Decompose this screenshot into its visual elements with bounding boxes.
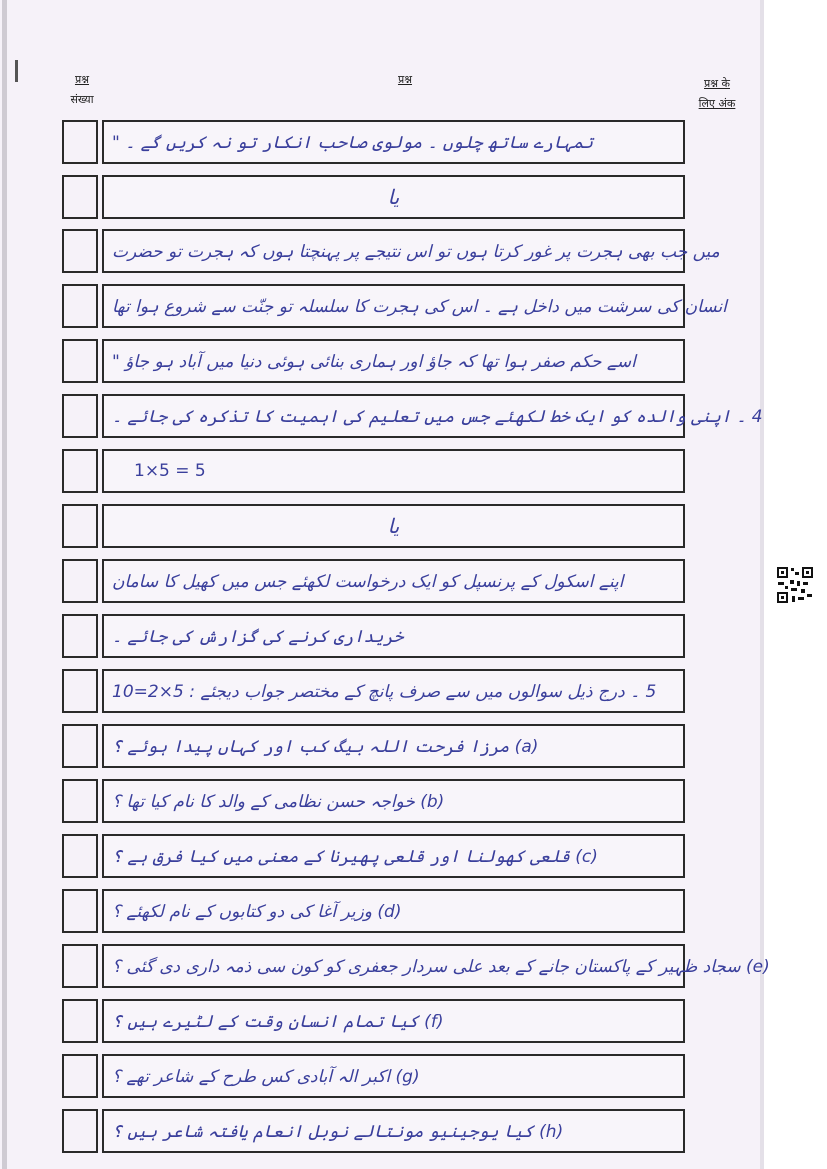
answer-row: [0, 339, 700, 383]
question-number-box: [62, 284, 98, 328]
question-number-box: [62, 889, 98, 933]
answer-box: [102, 999, 685, 1043]
answer-box: [102, 339, 685, 383]
handwritten-line: انسان کی سرشت میں داخل ہے ۔ اس کی ہجرت کا سلسلہ تو جنّت سے شروع ہوا تھا: [112, 296, 727, 317]
handwritten-line: تمہارے ساتھ چلوں ۔ مولوی صاحب انکار تو نہ کریں گے ۔ ": [112, 132, 594, 153]
handwritten-line: (f) کیا تمام انسان وقت کے لٹیرے ہیں ؟: [112, 1011, 444, 1032]
answer-row: [0, 944, 770, 988]
answer-box: [102, 944, 770, 988]
question-number-box: [62, 229, 98, 273]
handwritten-line: (b) خواجہ حسن نظامی کے والد کا نام کیا تھا ؟: [112, 791, 445, 812]
header-question-number-line1: प्रश्न: [74, 73, 90, 86]
answer-row: [0, 614, 700, 658]
answer-row: [0, 779, 700, 823]
handwritten-line: اسے حکم صفر ہوا تھا کہ جاؤ اور ہماری بنائی ہوئی دنیا میں آباد ہو جاؤ ": [112, 351, 636, 372]
handwritten-line: خریداری کرنے کی گزارش کی جائے ۔: [112, 626, 404, 647]
answer-box: [102, 724, 685, 768]
answer-box: [102, 889, 685, 933]
answer-box: [102, 504, 685, 548]
header-question-number-line2: संख्या: [70, 93, 94, 106]
handwritten-line: یا: [387, 514, 400, 538]
answer-box: [102, 449, 685, 493]
question-number-box: [62, 614, 98, 658]
answer-row: [0, 175, 700, 219]
answer-box: [102, 1109, 685, 1153]
question-number-box: [62, 834, 98, 878]
answer-box: [102, 120, 685, 164]
answer-box: [102, 834, 685, 878]
answer-row: [0, 999, 700, 1043]
answer-row: [0, 120, 700, 164]
handwritten-line: 5 ۔ درج ذیل سوالوں میں سے صرف پانچ کے مختصر جواب دیجئے : 5×2=10: [112, 681, 657, 702]
answer-box: [102, 779, 685, 823]
question-number-box: [62, 394, 98, 438]
answer-box: [102, 1054, 685, 1098]
header-question: प्रश्न: [397, 73, 413, 86]
answer-box: [102, 394, 763, 438]
question-number-box: [62, 999, 98, 1043]
handwritten-line: (h) کیا یوجینیو مونتالے نوبل انعام یافتہ شاعر ہیں ؟: [112, 1121, 564, 1142]
answer-box: [102, 175, 685, 219]
answer-row: [0, 559, 700, 603]
question-number-box: [62, 339, 98, 383]
handwritten-line: میں جب بھی ہجرت پر غور کرتا ہوں تو اس نتیجے پر پہنچتا ہوں کہ ہجرت تو حضرت: [112, 241, 720, 262]
handwritten-line: 4 ۔ اپنی والدہ کو ایک خط لکھئے جس میں تعلیم کی اہمیت کا تذکرہ کی جائے ۔: [112, 406, 763, 427]
answer-box: [102, 614, 685, 658]
answer-row: [0, 834, 700, 878]
question-number-box: [62, 944, 98, 988]
question-number-box: [62, 724, 98, 768]
answer-row: [0, 449, 700, 493]
handwritten-line: 1×5 = 5: [134, 461, 206, 481]
question-number-box: [62, 559, 98, 603]
qr-code-icon: [776, 566, 814, 604]
answer-row: [0, 724, 700, 768]
question-number-box: [62, 175, 98, 219]
question-number-box: [62, 120, 98, 164]
question-number-box: [62, 449, 98, 493]
answer-row: [0, 889, 700, 933]
answer-box: [102, 669, 685, 713]
handwritten-line: یا: [387, 185, 400, 209]
handwritten-line: (a) مرزا فرحت اللہ بیگ کب اور کہاں پیدا ہوئے ؟: [112, 736, 539, 757]
handwritten-line: (c) قلعی کھولنا اور قلعی پھیرنا کے معنی میں کیا فرق ہے ؟: [112, 846, 598, 867]
header-marks-line1: प्रश्न के: [704, 77, 730, 90]
header-marks: [690, 76, 744, 112]
question-number-box: [62, 1109, 98, 1153]
answer-box: [102, 559, 685, 603]
answer-box: [102, 284, 727, 328]
answer-row: [0, 229, 720, 273]
question-number-box: [62, 504, 98, 548]
header-question-number: [56, 72, 108, 108]
answer-row: [0, 1109, 700, 1153]
handwritten-line: (e) سجاد ظہیر کے پاکستان جانے کے بعد علی سردار جعفری کو کون سی ذمہ داری دی گئی ؟: [112, 956, 770, 977]
handwritten-line: اپنے اسکول کے پرنسپل کو ایک درخواست لکھئے جس میں کھیل کا سامان: [112, 571, 624, 592]
handwritten-line: (g) اکبر الہ آبادی کس طرح کے شاعر تھے ؟: [112, 1066, 420, 1087]
question-number-box: [62, 1054, 98, 1098]
handwritten-line: (d) وزیر آغا کی دو کتابوں کے نام لکھئے ؟: [112, 901, 402, 922]
answer-row: [0, 1054, 700, 1098]
answer-row: [0, 284, 727, 328]
question-number-box: [62, 779, 98, 823]
answer-row: [0, 394, 763, 438]
answer-row: [0, 669, 700, 713]
header-marks-line2: लिए अंक: [698, 97, 736, 110]
question-number-box: [62, 669, 98, 713]
margin-mark: [15, 60, 18, 82]
answer-box: [102, 229, 720, 273]
answer-row: [0, 504, 700, 548]
